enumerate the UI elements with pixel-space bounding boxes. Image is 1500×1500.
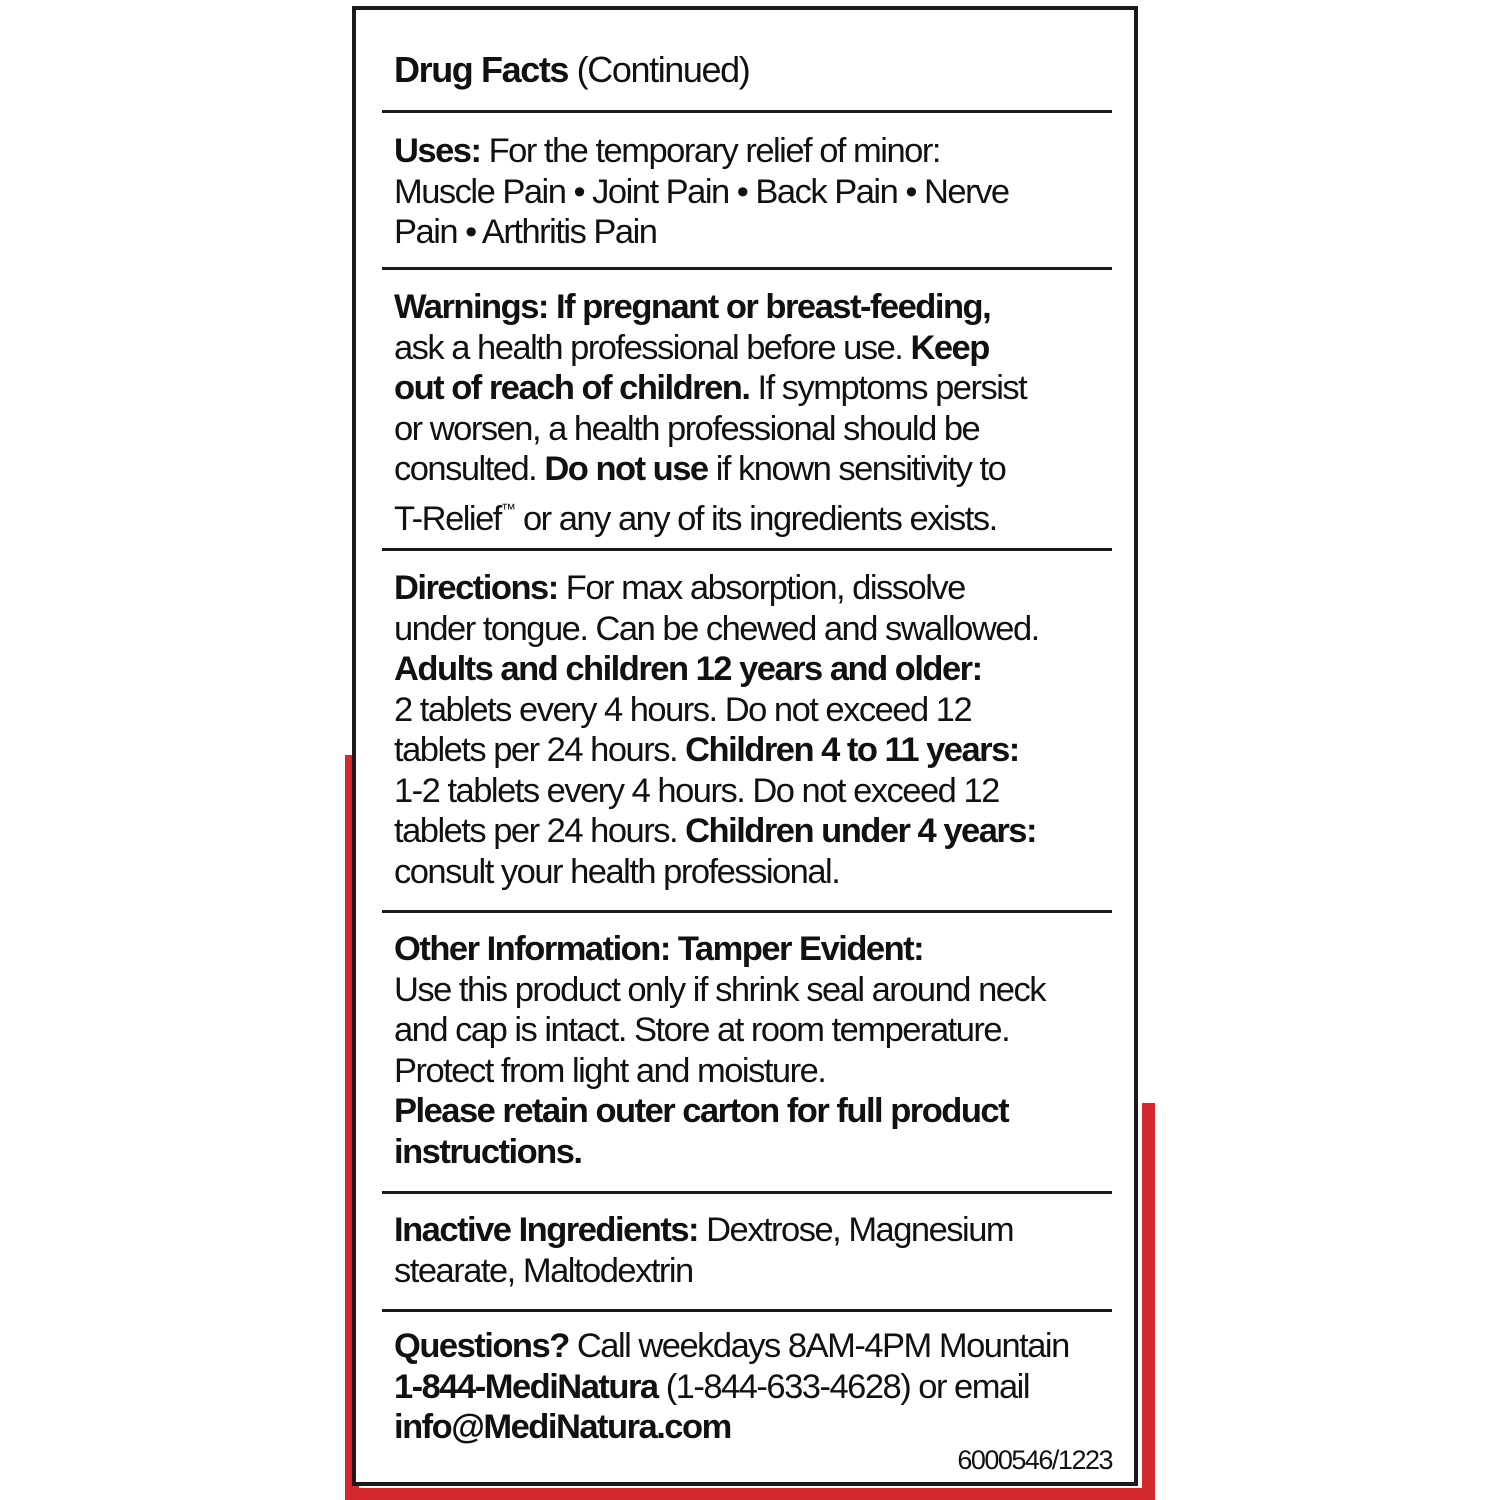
uses-intro: For the temporary relief of minor: <box>488 132 940 170</box>
questions-hours: Call weekdays 8AM-4PM Mountain <box>576 1327 1069 1365</box>
product-name: T-Relief <box>394 499 501 538</box>
phone-number-vanity: 1-844-MediNatura <box>394 1367 658 1406</box>
warnings-keep-out: out of reach of children. <box>394 369 750 407</box>
lot-code: 6000546/1223 <box>957 1445 1112 1475</box>
warnings-pregnant: If pregnant or breast-feeding, <box>555 288 991 326</box>
other-info-text: Use this product only if shrink seal around neck <box>394 970 1045 1009</box>
directions-under4-label: Children under 4 years: <box>685 812 1036 850</box>
drug-facts-panel <box>352 6 1138 1486</box>
uses-label: Uses: <box>394 132 481 170</box>
inactive-ingredients-label: Inactive Ingredients: <box>394 1211 698 1249</box>
directions-label: Directions: <box>394 569 558 607</box>
trademark-symbol: ™ <box>500 500 515 518</box>
warnings-label: Warnings: <box>394 288 548 326</box>
warnings-keep: Keep <box>910 328 989 367</box>
directions-text: under tongue. Can be chewed and swallowed. <box>394 609 1039 648</box>
other-information-section <box>382 913 1112 1194</box>
other-info-text: Protect from light and moisture. <box>394 1051 826 1090</box>
directions-adults-label: Adults and children 12 years and older: <box>394 650 982 688</box>
retain-carton-notice: Please retain outer carton for full product <box>394 1092 1009 1130</box>
inactive-ingredients-text: stearate, Maltodextrin <box>394 1251 693 1290</box>
contact-email: info@MediNatura.com <box>394 1408 731 1446</box>
directions-children-dose: tablets per 24 hours. <box>394 812 678 850</box>
warnings-text: If symptoms persist <box>757 369 1027 407</box>
directions-adults-dose: tablets per 24 hours. <box>394 731 678 769</box>
directions-adults-dose: 2 tablets every 4 hours. Do not exceed 12 <box>394 690 972 729</box>
inactive-ingredients-section <box>382 1194 1112 1312</box>
directions-children-dose: 1-2 tablets every 4 hours. Do not exceed 12 <box>394 771 999 810</box>
directions-children-label: Children 4 to 11 years: <box>685 731 1019 769</box>
uses-list-line-1: Muscle Pain • Joint Pain • Back Pain • Nerve <box>394 172 1009 211</box>
uses-section <box>382 113 1112 270</box>
other-info-text: and cap is intact. Store at room temperature. <box>394 1011 1010 1049</box>
questions-label: Questions? <box>394 1327 569 1365</box>
directions-under4-text: consult your health professional. <box>394 852 840 891</box>
inactive-ingredients-text: Dextrose, Magnesium <box>706 1211 1014 1249</box>
warnings-text: if known sensitivity to <box>715 450 1006 488</box>
uses-list-line-2: Pain • Arthritis Pain <box>394 213 657 251</box>
warnings-text: or worsen, a health professional should be <box>394 409 980 448</box>
phone-number-numeric: (1-844-633-4628) or email <box>665 1367 1029 1406</box>
red-background-right <box>1142 1103 1155 1500</box>
drug-facts-content <box>382 10 1112 1490</box>
warnings-text: consulted. <box>394 450 537 488</box>
directions-text: For max absorption, dissolve <box>565 569 965 607</box>
questions-section <box>382 1312 1112 1490</box>
drug-facts-title <box>382 10 1112 113</box>
warnings-text: or any any of its ingredients exists. <box>522 499 997 538</box>
directions-section <box>382 551 1112 913</box>
retain-carton-notice: instructions. <box>394 1132 582 1171</box>
other-info-label: Other Information: Tamper Evident: <box>394 930 924 968</box>
warnings-section <box>382 270 1112 551</box>
title-bold: Drug Facts <box>394 49 569 90</box>
warnings-do-not-use: Do not use <box>544 450 708 488</box>
title-continued: (Continued) <box>576 49 750 90</box>
warnings-text: ask a health professional before use. <box>394 328 903 367</box>
